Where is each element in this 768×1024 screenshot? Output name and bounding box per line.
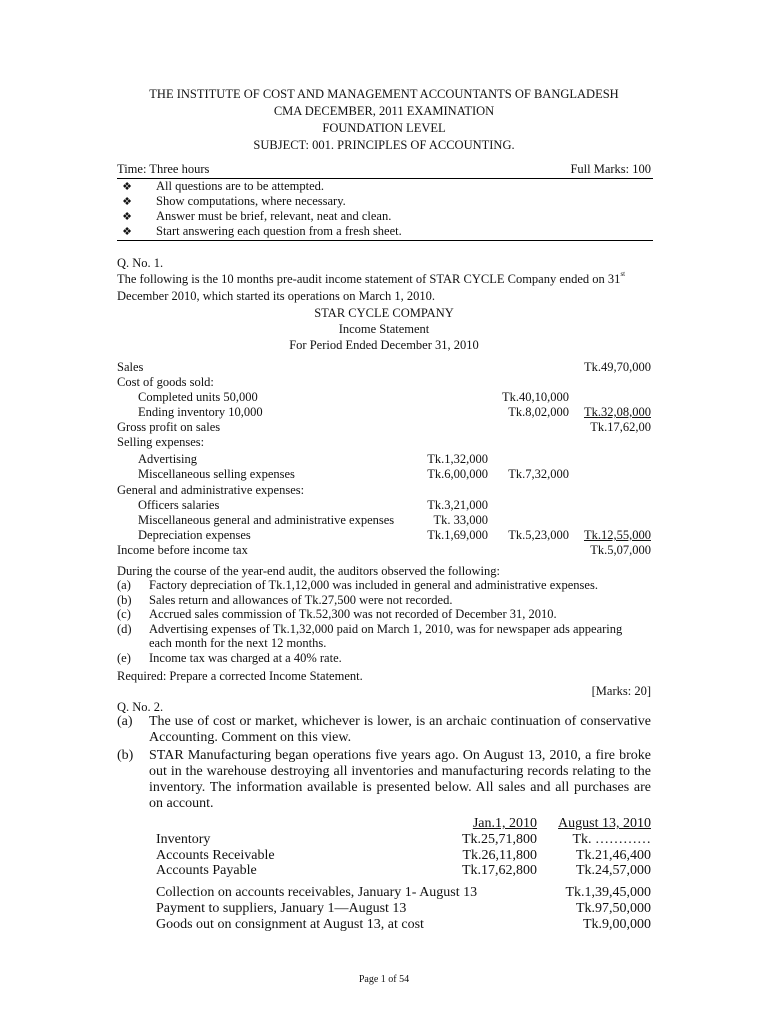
table-row-label: Inventory [156,832,211,847]
row-total: Tk.12,55,000 [583,528,651,542]
subject-title: SUBJECT: 001. PRINCIPLES OF ACCOUNTING. [253,138,515,152]
diamond-bullet-icon: ❖ [122,181,132,193]
row-label: Miscellaneous general and administrative expenses [138,513,395,527]
row-subtotal: Tk.8,02,000 [508,405,569,419]
q1-intro-text: The following is the 10 months pre-audit income statement of STAR CYCLE Company ended on 31 [117,272,621,286]
divider-bottom [117,240,653,241]
row-label: Ending inventory 10,000 [138,405,263,419]
row-total: Tk.5,07,000 [590,543,651,557]
exam-title: CMA DECEMBER, 2011 EXAMINATION [273,104,495,118]
item-tag: (e) [117,651,131,665]
row-label: Gross profit on sales [117,420,221,434]
col-header: August 13, 2010 [558,816,651,831]
time-allowed: Time: Three hours [117,162,210,176]
col-header: Jan.1, 2010 [472,816,537,831]
diamond-bullet-icon: ❖ [122,196,132,208]
q1-title: Q. No. 1. [117,256,164,270]
row-subtotal: Tk.40,10,000 [501,390,569,404]
q1-required: Required: Prepare a corrected Income Statement. [117,669,363,683]
row-amount: Tk. 33,000 [433,513,488,527]
row-label: General and administrative expenses: [117,483,305,497]
table-row-label: Collection on accounts receivables, January 1- August 13 [156,885,478,900]
row-label: Completed units 50,000 [138,390,258,404]
q1-intro-line1 [117,272,625,287]
table-row-label: Goods out on consignment at August 13, at cost [156,917,424,932]
full-marks: Full Marks: 100 [570,162,651,176]
row-label: Sales [117,360,144,374]
row-label: Depreciation expenses [138,528,251,542]
row-amount: Tk.3,21,000 [427,498,488,512]
table-row-label: Accounts Payable [156,863,257,878]
table-cell: Tk. ………… [572,832,651,847]
item-tag: (b) [117,593,132,607]
item-text: Advertising expenses of Tk.1,32,000 paid on March 1, 2010, was for newspaper ads appearing [149,622,623,636]
row-amount: Tk.1,32,000 [427,452,488,466]
row-subtotal: Tk.5,23,000 [508,528,569,542]
table-cell: Tk.9,00,000 [582,917,651,932]
q2-b-tag: (b) [117,748,134,763]
statement-period: For Period Ended December 31, 2010 [289,338,479,352]
row-amount: Tk.1,69,000 [427,528,488,542]
instruction-item: Show computations, where necessary. [156,194,346,208]
row-label: Selling expenses: [117,435,205,449]
row-amount: Tk.6,00,000 [427,467,488,481]
diamond-bullet-icon: ❖ [122,211,132,223]
item-tag: (a) [117,578,131,592]
table-cell: Tk.26,11,800 [462,848,537,863]
page-number: Page 1 of 54 [358,974,410,985]
item-text: Income tax was charged at a 40% rate. [149,651,342,665]
item-text-cont: each month for the next 12 months. [149,636,327,650]
q1-marks: [Marks: 20] [591,684,651,698]
row-total: Tk.17,62,00 [590,420,651,434]
row-total: Tk.32,08,000 [583,405,651,419]
level-title: FOUNDATION LEVEL [322,121,446,135]
company-name: STAR CYCLE COMPANY [314,306,454,320]
item-tag: (c) [117,607,131,621]
row-label: Advertising [138,452,198,466]
table-row-label: Payment to suppliers, January 1—August 13 [156,901,407,916]
row-total: Tk.49,70,000 [583,360,651,374]
row-label: Income before income tax [117,543,248,557]
table-cell: Tk.25,71,800 [461,832,537,847]
q2-b-text: STAR Manufacturing began operations five years ago. On August 13, 2010, a fire broke out in the warehouse destroying all inventories and manufacturing records relating to the inventory. The information available is presented below. All sales and all purchases are on account. [149,748,651,811]
item-text: Factory depreciation of Tk.1,12,000 was included in general and administrative expenses. [149,578,598,592]
q1-intro-sup: st [620,270,626,278]
q2-a-text: The use of cost or market, whichever is lower, is an archaic continuation of conservative Accounting. Comment on this view. [149,714,651,745]
institute-title: THE INSTITUTE OF COST AND MANAGEMENT ACCOUNTANTS OF BANGLADESH [149,87,619,101]
item-text: Sales return and allowances of Tk.27,500 were not recorded. [149,593,453,607]
row-label: Officers salaries [138,498,220,512]
table-cell: Tk.24,57,000 [575,863,651,878]
row-label: Miscellaneous selling expenses [138,467,295,481]
item-tag: (d) [117,622,132,636]
row-subtotal: Tk.7,32,000 [508,467,569,481]
table-cell: Tk.1,39,45,000 [565,885,651,900]
instruction-item: Answer must be brief, relevant, neat and clean. [156,209,392,223]
table-cell: Tk.17,62,800 [461,863,537,878]
item-text: Accrued sales commission of Tk.52,300 was not recorded of December 31, 2010. [149,607,557,621]
statement-title: Income Statement [338,322,430,336]
instruction-item: All questions are to be attempted. [156,179,325,193]
row-label: Cost of goods sold: [117,375,214,389]
q2-a-tag: (a) [117,714,133,729]
q1-intro-line2: December 2010, which started its operations on March 1, 2010. [117,289,435,303]
audit-observations-intro: During the course of the year-end audit, the auditors observed the following: [117,564,500,578]
table-cell: Tk.21,46,400 [575,848,651,863]
table-row-label: Accounts Receivable [156,848,275,863]
diamond-bullet-icon: ❖ [122,226,132,238]
q2-title: Q. No. 2. [117,700,164,714]
instruction-item: Start answering each question from a fresh sheet. [156,224,402,238]
table-cell: Tk.97,50,000 [575,901,651,916]
